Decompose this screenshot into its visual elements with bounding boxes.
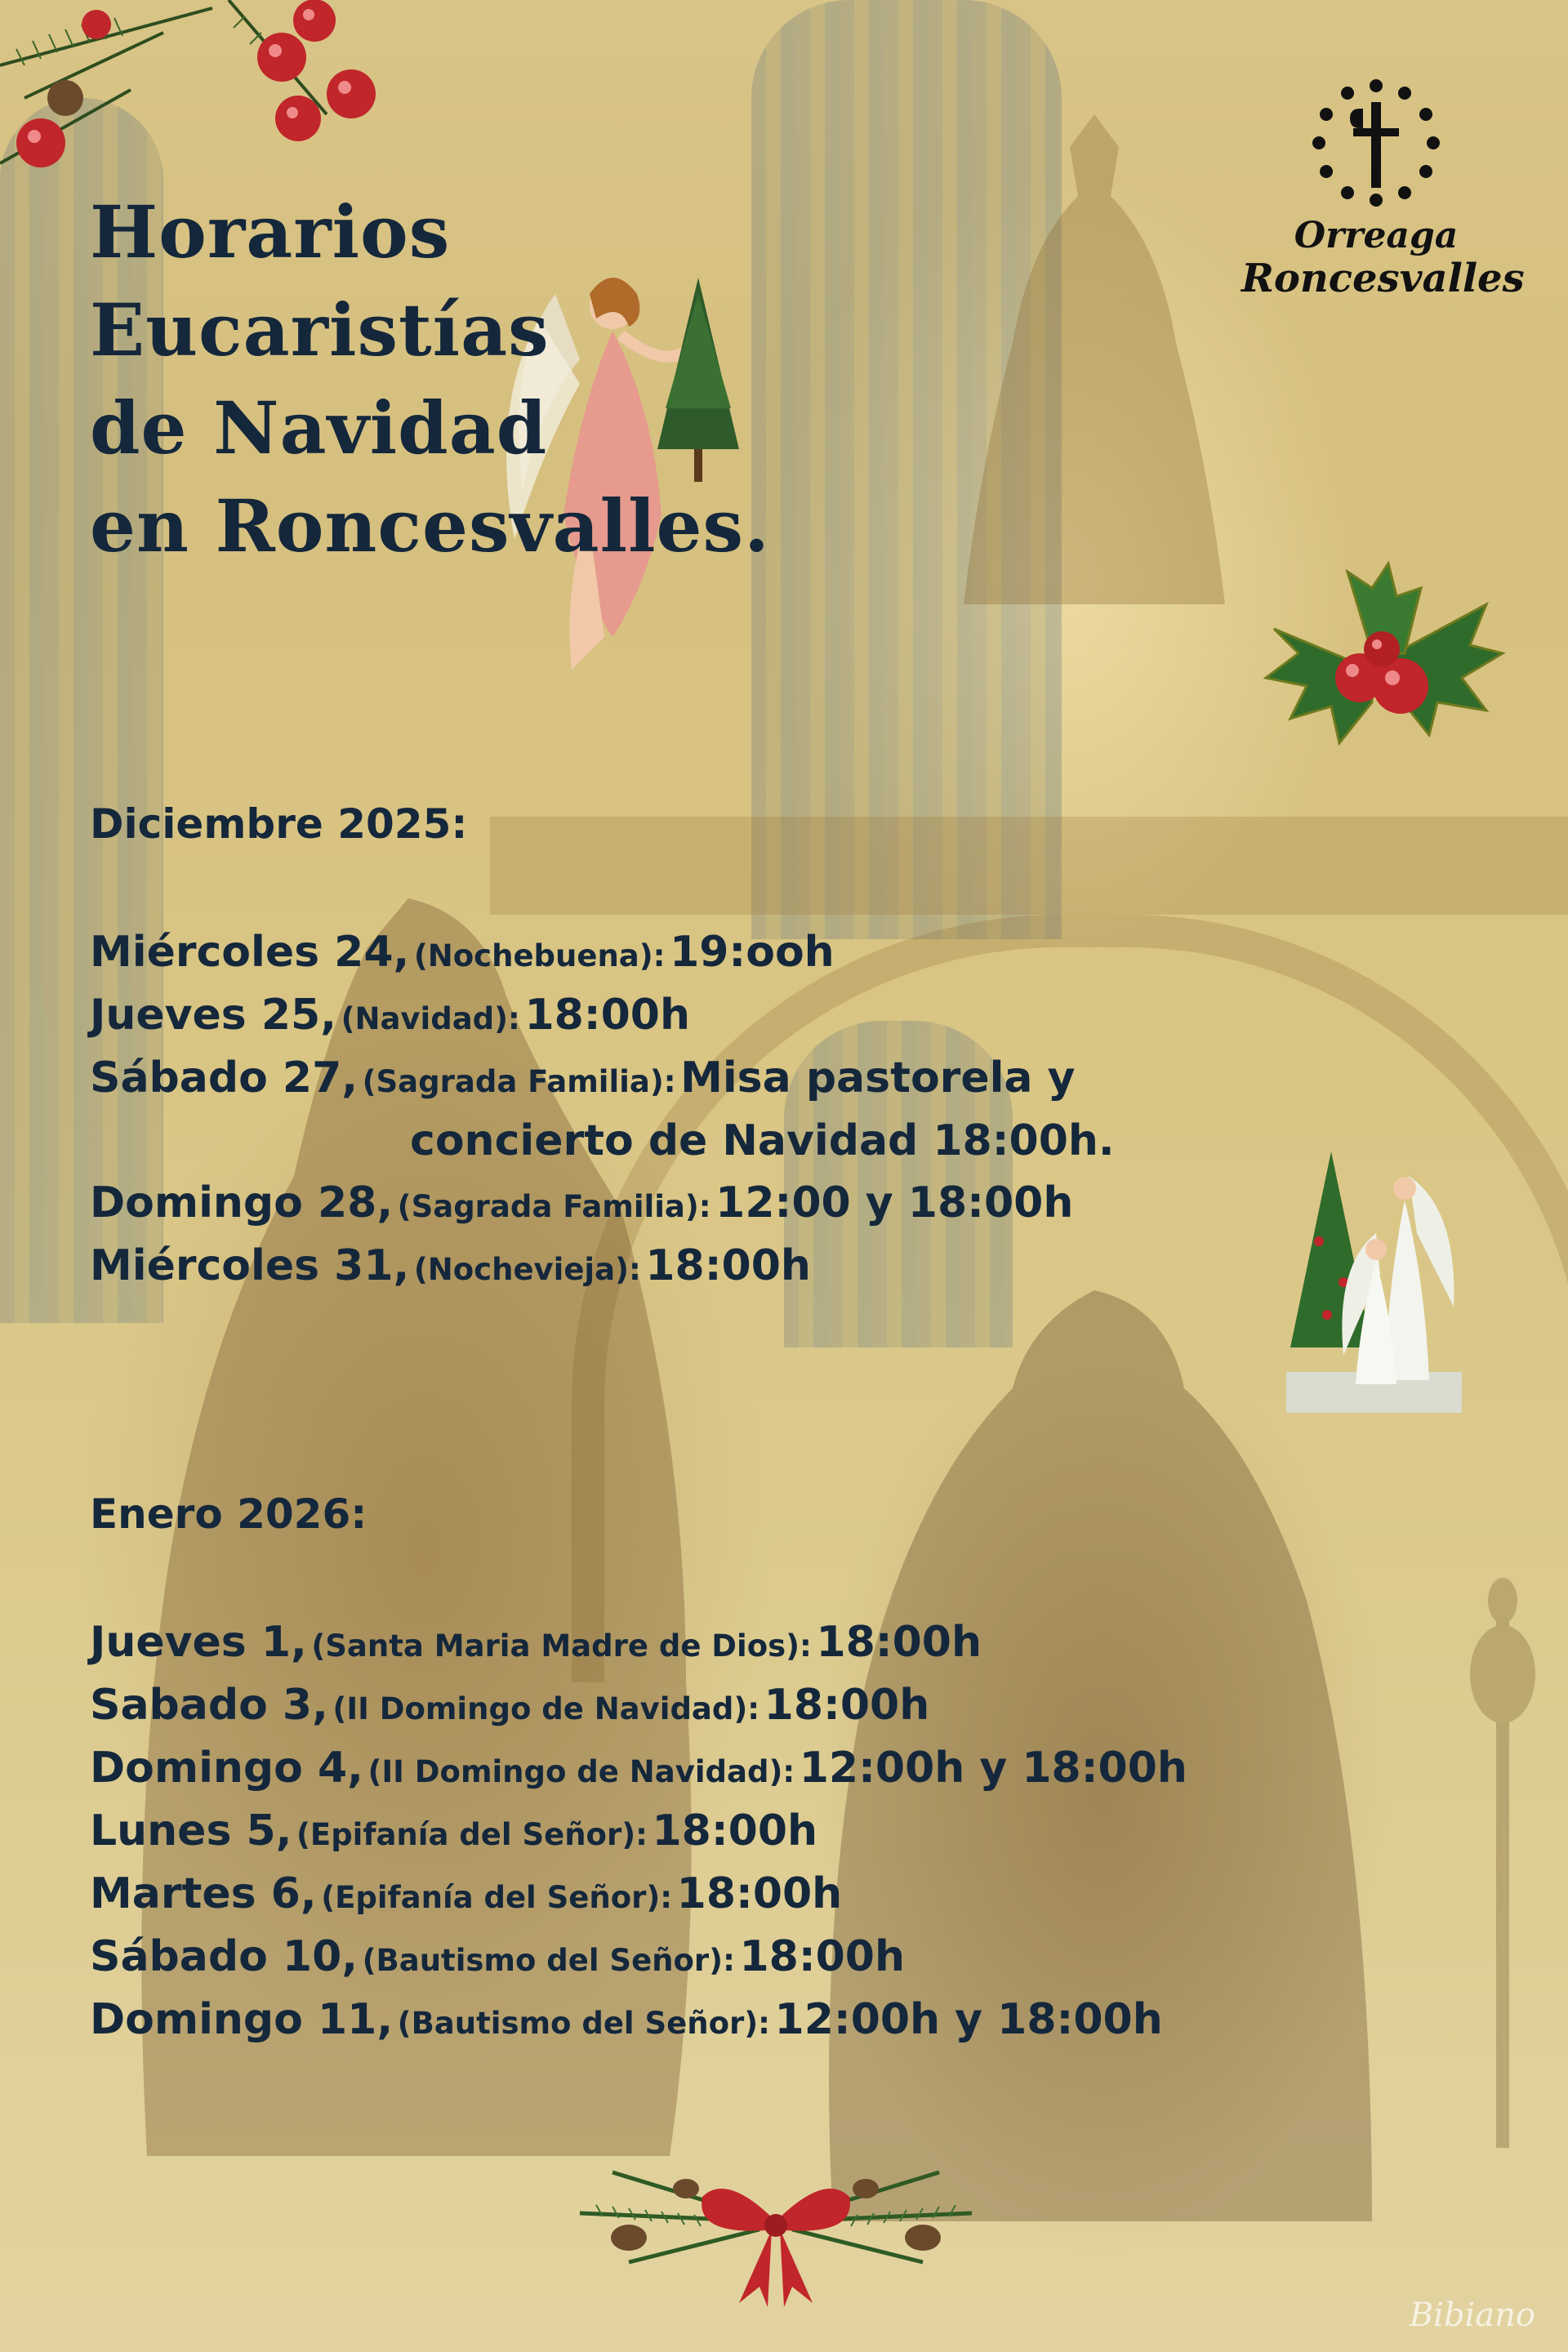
schedule-row <box>90 1241 811 1290</box>
virgin-statue-silhouette <box>915 98 1274 621</box>
schedule-row <box>90 1995 1163 2044</box>
schedule-row <box>90 928 835 977</box>
schedule-row <box>90 1932 906 1981</box>
feast-label: (Santa Maria Madre de Dios): <box>311 1628 812 1664</box>
title-line-2: Eucaristías <box>90 287 550 372</box>
feast-label: (II Domingo de Navidad): <box>332 1691 760 1726</box>
time-label: 12:00h y 18:00h <box>799 1744 1187 1793</box>
angels-tree-icon <box>1286 1143 1462 1413</box>
day-label: Sábado 27, <box>90 1054 359 1102</box>
time-label: 18:00h <box>652 1806 818 1855</box>
candlestick-silhouette <box>1454 1576 1552 2148</box>
time-label: 19:ooh <box>670 928 835 977</box>
day-label: Jueves 25, <box>90 991 336 1040</box>
december-heading: Diciembre 2025: <box>90 800 468 848</box>
cross-logo-icon <box>1311 78 1441 208</box>
schedule-row <box>90 1869 843 1918</box>
time-label: 12:00h y 18:00h <box>774 1995 1163 2044</box>
schedule-row <box>90 991 690 1040</box>
roncesvalles-logo <box>1241 78 1525 306</box>
time-label: 18:00h <box>739 1932 906 1981</box>
pine-bow-icon <box>564 2140 988 2311</box>
feast-label: (Nochevieja): <box>413 1252 641 1287</box>
feast-label: (II Domingo de Navidad): <box>368 1754 795 1789</box>
time-label: 18:00h <box>676 1869 843 1918</box>
time-label: 18:00h <box>764 1681 930 1730</box>
time-label: 18:00h <box>524 991 690 1040</box>
feast-label: (Sagrada Familia): <box>362 1064 676 1099</box>
time-label: Misa pastorela y <box>680 1054 1076 1102</box>
day-label: Lunes 5, <box>90 1806 292 1855</box>
schedule-row <box>90 1806 818 1855</box>
time-label: 18:00h <box>816 1618 982 1667</box>
schedule-row <box>90 1618 982 1667</box>
feast-label: (Epifanía del Señor): <box>296 1817 648 1852</box>
time-label: 18:00h <box>645 1241 811 1290</box>
title-line-4: en Roncesvalles. <box>90 483 770 568</box>
january-heading: Enero 2026: <box>90 1490 368 1538</box>
feast-label: (Epifanía del Señor): <box>321 1880 673 1915</box>
day-label: Sábado 10, <box>90 1932 359 1981</box>
schedule-row <box>90 1178 1074 1227</box>
time-label: 12:00 y 18:00h <box>715 1178 1074 1227</box>
schedule-row <box>90 1744 1187 1793</box>
title-line-3: de Navidad <box>90 385 548 470</box>
day-label: Jueves 1, <box>90 1618 307 1667</box>
schedule-row <box>90 1054 1076 1102</box>
day-label: Domingo 4, <box>90 1744 363 1793</box>
feast-label: (Sagrada Familia): <box>397 1189 711 1224</box>
holly-icon <box>1250 555 1511 768</box>
day-label: Miércoles 31, <box>90 1241 410 1290</box>
feast-label: (Navidad): <box>341 1001 520 1036</box>
logo-line-2: Roncesvalles <box>1241 256 1525 301</box>
day-label: Domingo 28, <box>90 1178 394 1227</box>
feast-label: (Bautismo del Señor): <box>397 2006 770 2041</box>
feast-label: (Nochebuena): <box>413 938 666 973</box>
feast-label: (Bautismo del Señor): <box>362 1943 735 1978</box>
title-line-1: Horarios <box>90 189 451 274</box>
day-label: Martes 6, <box>90 1869 317 1918</box>
day-label: Domingo 11, <box>90 1995 394 2044</box>
schedule-continuation: concierto de Navidad 18:00h. <box>410 1116 1115 1165</box>
schedule-row <box>90 1681 930 1730</box>
watermark-signature: Bibiano <box>1409 2296 1535 2334</box>
logo-line-1: Orreaga <box>1294 215 1459 256</box>
day-label: Miércoles 24, <box>90 928 410 977</box>
day-label: Sabado 3, <box>90 1681 328 1730</box>
